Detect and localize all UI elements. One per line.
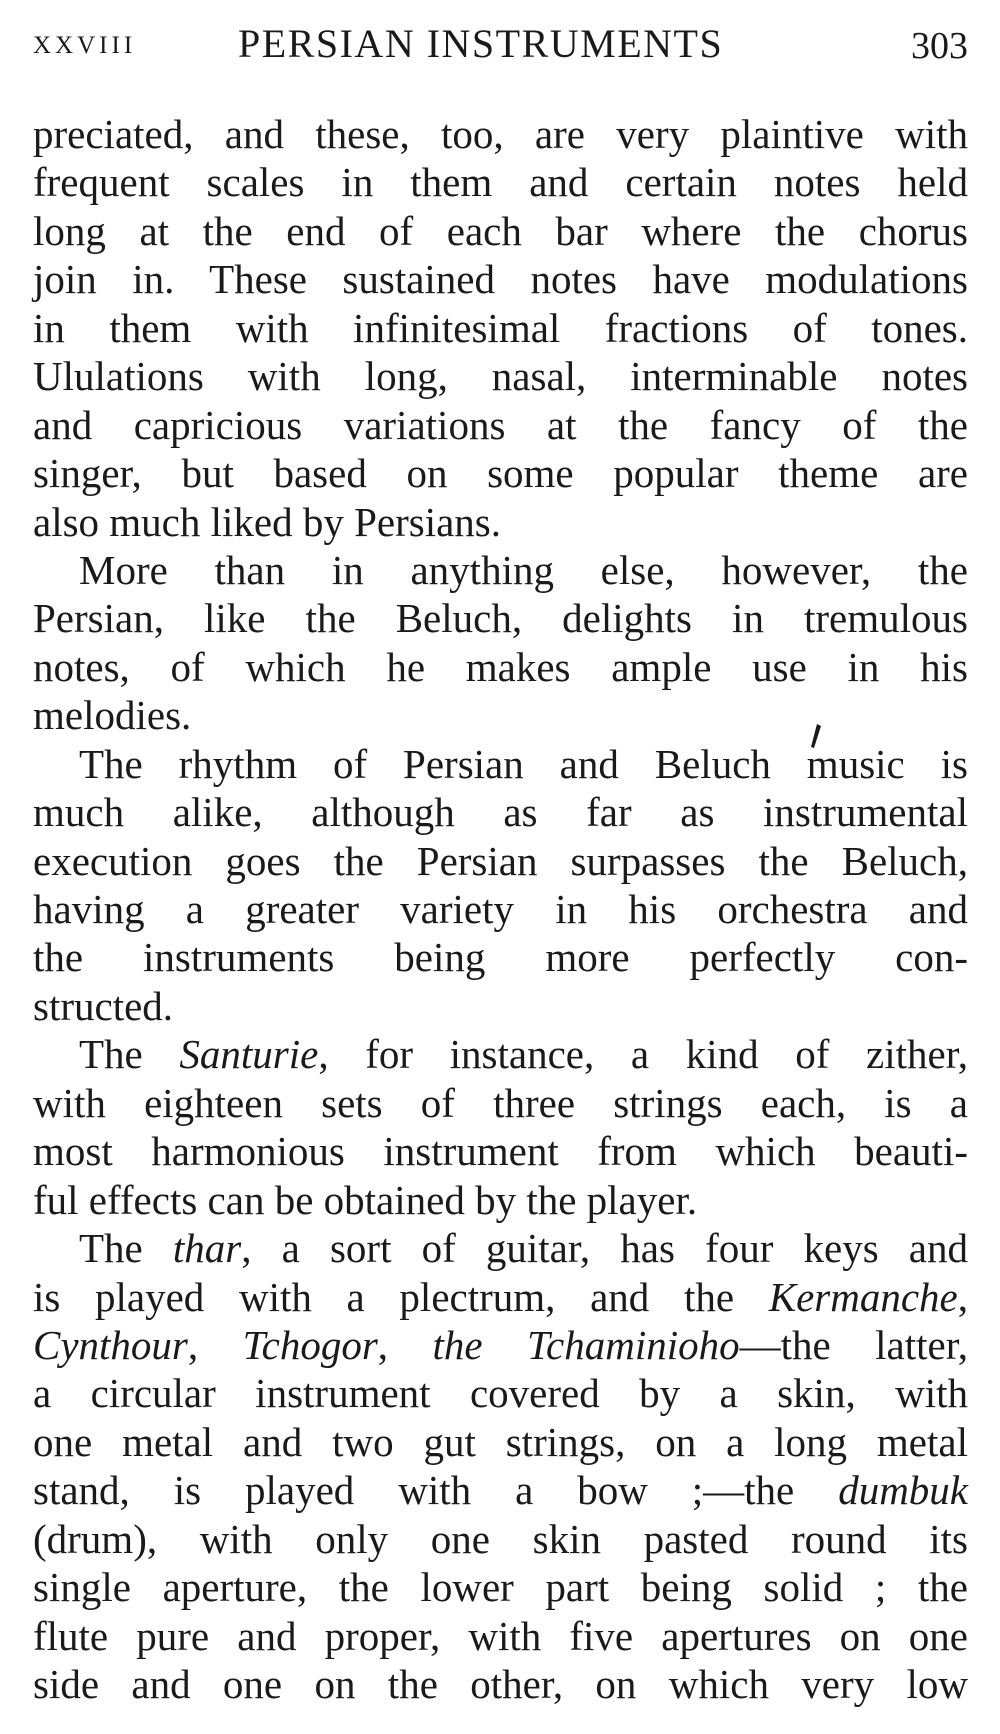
text-run: melodies. [33,692,192,739]
text-run: the instruments being more perfectly con- [33,934,968,981]
text-line [33,255,968,303]
text-line [33,594,968,642]
text-line [33,1321,968,1369]
text-run: ful effects can be obtained by the player. [33,1176,698,1223]
text-line [33,546,968,594]
text-line [33,1563,968,1611]
text-line [33,449,968,497]
text-line [33,740,968,788]
text-run: Persian, like the Beluch, delights in tremulous [33,595,968,642]
text-run: execution goes the Persian surpasses the Beluch, [33,837,968,884]
text-run: The rhythm of Persian and Beluch music is [79,740,968,787]
text-run: frequent scales in them and certain notes held [33,159,968,206]
text-line [33,643,968,691]
italic-run: Santurie [179,1031,319,1078]
paragraph [33,110,968,546]
text-line [33,158,968,206]
running-title: PERSIAN INSTRUMENTS [238,21,724,66]
text-run: flute pure and proper, with five apertures on one [33,1612,968,1659]
text-run: , a sort of guitar, has four keys and [241,1225,969,1272]
text-line [33,982,968,1030]
italic-run: the Tchaminioho [432,1321,740,1368]
text-run: a circular instrument covered by a skin, with [33,1370,968,1417]
text-run: stand, is played with a bow ;—the [33,1467,839,1514]
text-run: notes, of which he makes ample use in his [33,643,968,690]
text-run: singer, but based on some popular theme are [33,450,968,497]
ink-accent-mark [808,723,822,749]
text-run: structed. [33,982,174,1029]
text-run: most harmonious instrument from which beauti- [33,1128,968,1175]
text-line [33,110,968,158]
text-run: join in. These sustained notes have modulations [33,256,968,303]
text-line [33,1466,968,1514]
text-run: More than in anything else, however, the [79,546,968,593]
text-line [33,1127,968,1175]
chapter-numeral: XXVIII [33,32,137,59]
text-line [33,1224,968,1272]
italic-run: Kermanche [768,1273,958,1320]
paragraph [33,740,968,1031]
text-run: The [79,1225,173,1272]
running-head [33,18,968,78]
paragraph [33,546,968,740]
text-run: single aperture, the lower part being solid ; the [33,1564,968,1611]
text-run: one metal and two gut strings, on a long metal [33,1418,968,1465]
body-text [33,110,968,1708]
text-line [33,1369,968,1417]
text-run: side and one on the other, on which very low [33,1661,968,1707]
text-line [33,1515,968,1563]
text-run: , [187,1321,243,1368]
italic-run: Cynthour [33,1321,188,1368]
italic-run: dumbuk [838,1467,968,1514]
text-line [33,1176,968,1224]
paragraph [33,1224,968,1708]
text-line [33,498,968,546]
text-run: , [957,1273,968,1320]
text-run: , for instance, a kind of zither, [318,1031,968,1078]
text-run: The [79,1031,180,1078]
text-run: is played with a plectrum, and the [33,1273,769,1320]
text-run: long at the end of each bar where the chorus [33,207,968,254]
text-line [33,837,968,885]
italic-run: Tchogor [242,1321,378,1368]
text-line [33,1079,968,1127]
text-line [33,352,968,400]
text-line [33,933,968,981]
text-run: Ululations with long, nasal, interminable notes [33,353,968,400]
paragraph [33,1030,968,1224]
text-line [33,1418,968,1466]
text-run: and capricious variations at the fancy of the [33,401,968,448]
text-run: much alike, although as far as instrumental [33,789,968,836]
page-number: 303 [911,25,968,67]
text-line [33,304,968,352]
text-run: —the latter, [739,1321,968,1368]
text-line [33,1030,968,1078]
italic-run: thar [172,1225,242,1272]
text-line [33,207,968,255]
text-run: (drum), with only one skin pasted round its [33,1515,968,1562]
text-run: preciated, and these, too, are very plaintive with [33,111,968,157]
text-line [33,401,968,449]
text-run: with eighteen sets of three strings each, is a [33,1079,968,1126]
text-line [33,1273,968,1321]
text-line [33,1612,968,1660]
text-line [33,788,968,836]
text-line [33,691,968,739]
text-line [33,1660,968,1708]
text-line [33,885,968,933]
text-run: , [377,1321,433,1368]
text-run: also much liked by Persians. [33,498,502,545]
text-run: in them with infinitesimal fractions of tones. [33,304,968,351]
text-run: having a greater variety in his orchestra and [33,886,968,932]
